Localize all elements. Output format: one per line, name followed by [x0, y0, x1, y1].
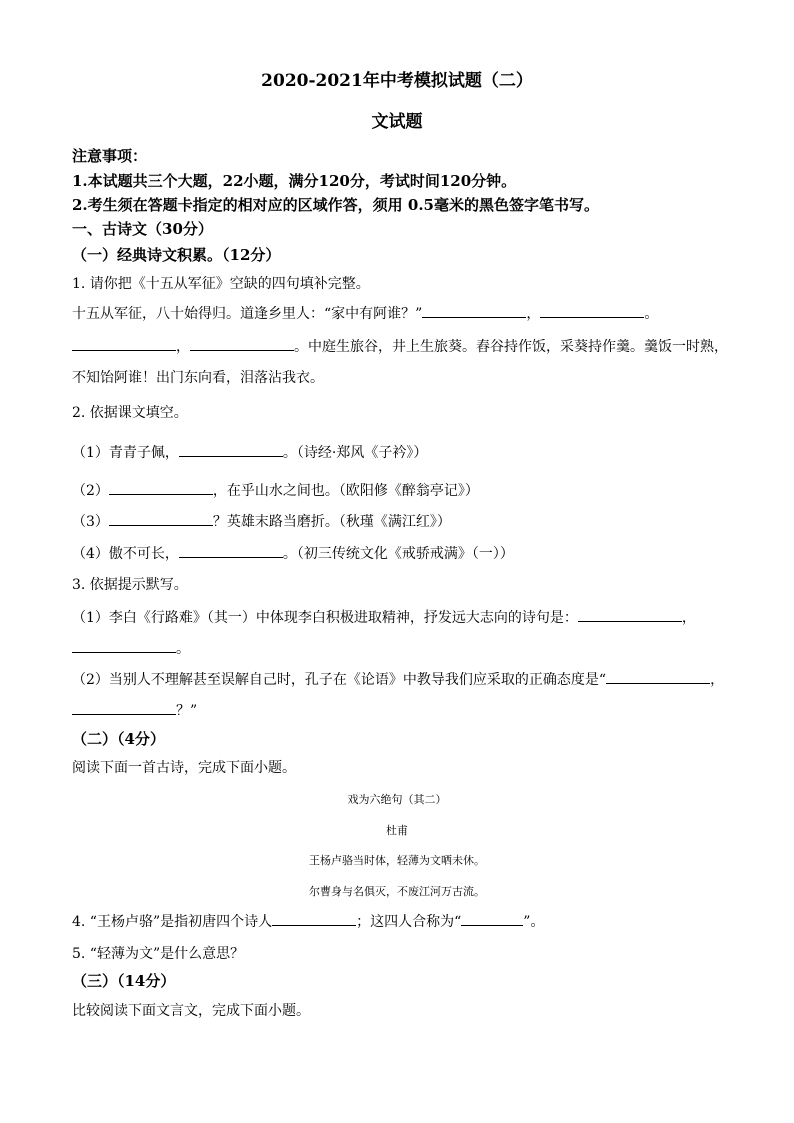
- part-2-intro: 阅读下面一首古诗，完成下面小题。: [72, 760, 296, 776]
- q1-sep-1: ，: [526, 306, 541, 322]
- q2-blank-3[interactable]: [109, 513, 213, 526]
- q2-item-4-text: （4）傲不可长，: [72, 546, 179, 562]
- part-2-heading: （二）（4分）: [72, 730, 165, 748]
- q2-blank-1[interactable]: [179, 444, 283, 457]
- q2-item-3-num: （3）: [72, 514, 109, 530]
- q3-item-2-text: （2）当别人不理解甚至误解自己时，孔子在《论语》中教导我们应采取的正确态度是“: [72, 672, 607, 688]
- q4-text-3: ”。: [523, 914, 545, 930]
- q4: [72, 913, 544, 931]
- q4-text-2: ；这四人合称为“: [356, 914, 462, 930]
- q4-blank-1[interactable]: [272, 913, 356, 926]
- q3-item-1-cont: [72, 640, 190, 658]
- poem-title: 戏为六绝句（其二）: [347, 793, 447, 806]
- q2-item-1-text: （1）青青子佩，: [72, 445, 179, 461]
- q3-sep-2: 。: [176, 641, 190, 657]
- q1-line-1-text: 十五从军征，八十始得归。道逢乡里人：“家中有阿谁？”: [72, 306, 423, 322]
- q3-sep-3: ，: [710, 672, 725, 688]
- part-3-heading: （三）（14分）: [72, 972, 176, 990]
- q2-item-3: [72, 513, 451, 531]
- q1-blank-1[interactable]: [422, 305, 526, 318]
- page-title: 2020-2021年中考模拟试题（二）: [261, 71, 533, 91]
- q1-blank-2[interactable]: [540, 305, 644, 318]
- q3-blank-1[interactable]: [578, 609, 682, 622]
- q1-blank-4[interactable]: [190, 338, 294, 351]
- q1-prompt: 1. 请你把《十五从军征》空缺的四句填补完整。: [72, 276, 370, 292]
- q5: 5. “轻薄为文”是什么意思？: [72, 946, 245, 962]
- q2-item-3-text: ？英雄末路当磨折。（秋瑾《满江红》）: [212, 514, 451, 530]
- q1-line-3: 不知饴阿谁！出门东向看，泪落沾我衣。: [72, 370, 324, 386]
- q2-prompt: 2. 依据课文填空。: [72, 405, 188, 421]
- poem-line-1: 王杨卢骆当时体，轻薄为文哂未休。: [309, 854, 485, 867]
- q2-item-4-source: 。（初三传统文化《戒骄戒满》（一））: [282, 546, 514, 562]
- q1-line-1: [72, 305, 658, 323]
- q2-item-1-source: 。（诗经·郑风《子衿》）: [282, 445, 428, 461]
- q1-line-2: [72, 338, 728, 356]
- q2-item-2: [72, 482, 479, 500]
- part-1-heading: （一）经典诗文积累。（12分）: [72, 246, 281, 264]
- part-3-intro: 比较阅读下面文言文，完成下面小题。: [72, 1003, 310, 1019]
- q3-sep-1: ，: [681, 610, 696, 626]
- q2-blank-4[interactable]: [179, 545, 283, 558]
- q3-item-1: [72, 609, 696, 627]
- q1-blank-3[interactable]: [72, 338, 176, 351]
- q3-item-2-cont: [72, 702, 197, 720]
- q2-item-4: [72, 545, 514, 563]
- q2-blank-2[interactable]: [109, 482, 213, 495]
- q2-item-2-num: （2）: [72, 483, 109, 499]
- q3-item-2: [72, 671, 724, 689]
- q3-prompt: 3. 依据提示默写。: [72, 577, 188, 593]
- q1-sep-3: ，: [176, 339, 190, 355]
- q2-item-2-text: ，在乎山水之间也。（欧阳修《醉翁亭记》）: [212, 483, 479, 499]
- q4-blank-2[interactable]: [461, 913, 523, 926]
- q3-blank-4[interactable]: [72, 702, 176, 715]
- notice-heading: 注意事项：: [72, 147, 148, 165]
- notice-item-2: 2.考生须在答题卡指定的相对应的区域作答，须用 0.5毫米的黑色签字笔书写。: [72, 196, 599, 214]
- page-subtitle: 文试题: [371, 112, 423, 132]
- q2-item-1: [72, 444, 427, 462]
- q3-blank-3[interactable]: [606, 671, 710, 684]
- notice-item-1: 1.本试题共三个大题，22小题，满分120分，考试时间120分钟。: [72, 172, 517, 190]
- q3-sep-4: ？”: [176, 703, 198, 719]
- q1-line-2-text: 。中庭生旅谷，井上生旅葵。舂谷持作饭，采葵持作羹。羹饭一时熟，: [294, 339, 728, 355]
- section-1-heading: 一、古诗文（30分）: [72, 220, 213, 238]
- q3-blank-2[interactable]: [72, 640, 176, 653]
- q3-item-1-text: （1）李白《行路难》（其一）中体现李白积极进取精神，抒发远大志向的诗句是：: [72, 610, 578, 626]
- q1-sep-2: 。: [644, 306, 659, 322]
- poem-author: 杜甫: [386, 824, 408, 837]
- poem-line-2: 尔曹身与名俱灭，不废江河万古流。: [309, 885, 485, 898]
- q4-text: 4. “王杨卢骆”是指初唐四个诗人: [72, 914, 273, 930]
